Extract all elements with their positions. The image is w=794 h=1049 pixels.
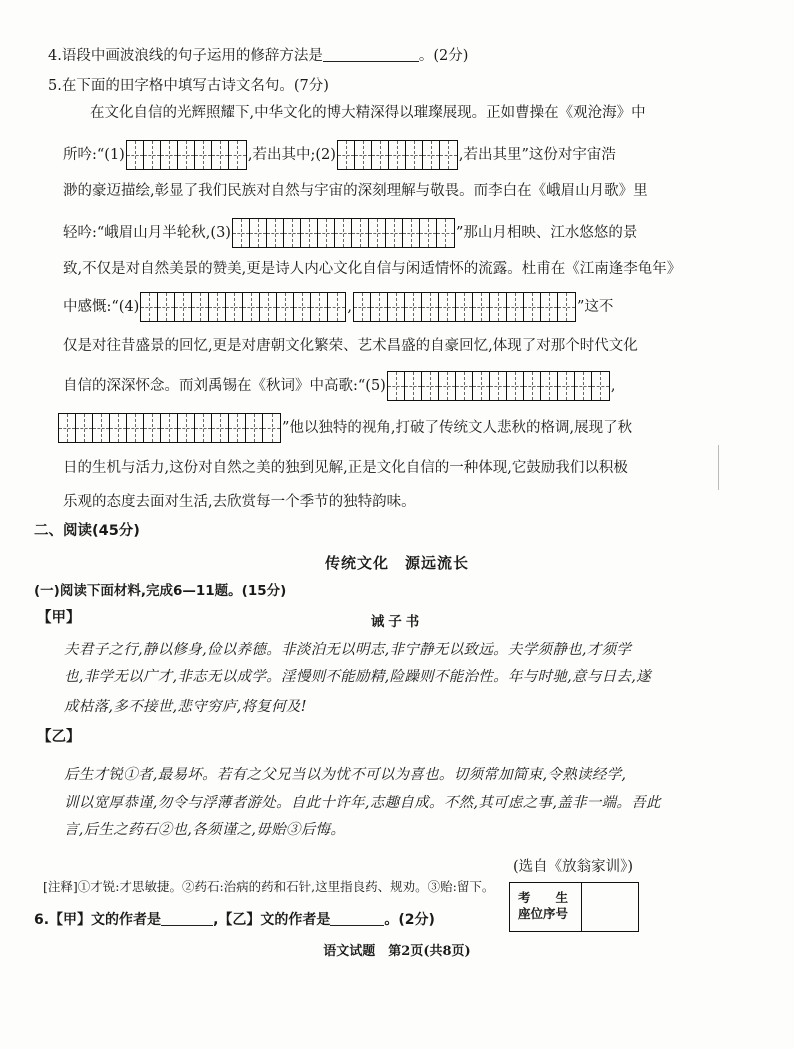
- answer-blank-q4[interactable]: [323, 45, 419, 62]
- answer-blank-q6-jia[interactable]: [161, 909, 213, 926]
- passage-line-9: ”他以独特的视角,打破了传统文人悲秋的格调,展现了秋: [57, 413, 632, 443]
- passage-line-2: 所吟:“(1) ,若出其中;(2) ,若出其里”这份对宇宙浩: [63, 140, 616, 170]
- tianzige-grid-4a[interactable]: [140, 292, 346, 322]
- passage-line-7: 仅是对往昔盛景的回忆,更是对唐朝文化繁荣、艺术昌盛的自豪回忆,体现了对那个时代文化: [63, 338, 638, 354]
- answer-blank-q6-yi[interactable]: [330, 909, 384, 926]
- passage-line-6: 中感慨:“(4) , ”这不: [63, 292, 613, 322]
- question-5-title: 5.在下面的田字格中填写古诗文名句。(7分): [48, 78, 329, 94]
- yi-source: (选自《放翁家训》): [513, 859, 634, 875]
- yi-line-3: 言,后生之药石②也,各须谨之,毋贻③后悔。: [64, 822, 346, 838]
- yi-line-2: 训以宽厚恭谨,勿令与浮薄者游处。自此十许年,志趣自成。不然,其可虑之事,盖非一端。吾此: [64, 795, 661, 811]
- jia-line-1: 夫君子之行,静以修身,俭以养德。非淡泊无以明志,非宁静无以致远。夫学须静也,才须学: [64, 642, 632, 658]
- passage-line-5: 致,不仅是对自然美景的赞美,更是诗人内心文化自信与闲适情怀的流露。杜甫在《江南逢李龟年》: [63, 261, 682, 277]
- section-2-title: 二、阅读(45分): [34, 523, 140, 539]
- seat-number-label: 考 生 座位序号: [510, 883, 582, 931]
- passage-line-4: 轻吟:“峨眉山月半轮秋,(3) ”那山月相映、江水悠悠的景: [63, 218, 637, 248]
- seat-number-field[interactable]: [582, 883, 638, 931]
- tianzige-grid-4b[interactable]: [353, 292, 576, 322]
- scan-artifact: [718, 445, 719, 490]
- seat-number-box: [509, 882, 639, 932]
- passage-line-11: 乐观的态度去面对生活,去欣赏每一个季节的独特韵味。: [63, 494, 416, 510]
- jia-line-3: 成枯落,多不接世,悲守穷庐,将复何及!: [64, 699, 307, 715]
- part-1-title: (一)阅读下面材料,完成6—11题。(15分): [34, 583, 287, 599]
- unit-title: 传统文化 源远流长: [324, 554, 469, 572]
- yi-label: 【乙】: [37, 729, 81, 745]
- tianzige-grid-2[interactable]: [337, 140, 458, 170]
- page-footer: 语文试题 第2页(共8页): [323, 944, 471, 959]
- tianzige-grid-5a[interactable]: [387, 371, 610, 401]
- tianzige-grid-1[interactable]: [126, 140, 247, 170]
- passage-line-1: 在文化自信的光辉照耀下,中华文化的博大精深得以璀璨展现。正如曹操在《观沧海》中: [90, 105, 646, 121]
- tianzige-grid-3[interactable]: [232, 218, 455, 248]
- jia-title: 诫子书: [370, 614, 424, 630]
- passage-line-8: 自信的深深怀念。而刘禹锡在《秋词》中高歌:“(5) ,: [63, 371, 615, 401]
- question-6: 6.【甲】文的作者是 ,【乙】文的作者是 。(2分): [34, 909, 435, 930]
- passage-line-3: 渺的豪迈描绘,彰显了我们民族对自然与宇宙的深刻理解与敬畏。而李白在《峨眉山月歌》里: [63, 183, 648, 199]
- jia-label: 【甲】: [37, 610, 81, 626]
- annotation-notes: [注释]①才锐:才思敏捷。②药石:治病的药和石针,这里指良药、规劝。③贻:留下。: [43, 879, 495, 894]
- passage-line-10: 日的生机与活力,这份对自然之美的独到见解,正是文化自信的一种体现,它鼓励我们以积极: [63, 460, 628, 476]
- yi-line-1: 后生才锐①者,最易坏。若有之父兄当以为忧不可以为喜也。切须常加简束,令熟读经学,: [64, 767, 627, 783]
- tianzige-grid-5b[interactable]: [58, 413, 281, 443]
- jia-line-2: 也,非学无以广才,非志无以成学。淫慢则不能励精,险躁则不能治性。年与时驰,意与日去,遂: [64, 669, 651, 685]
- question-4: 4.语段中画波浪线的句子运用的修辞方法是 。(2分): [48, 45, 468, 66]
